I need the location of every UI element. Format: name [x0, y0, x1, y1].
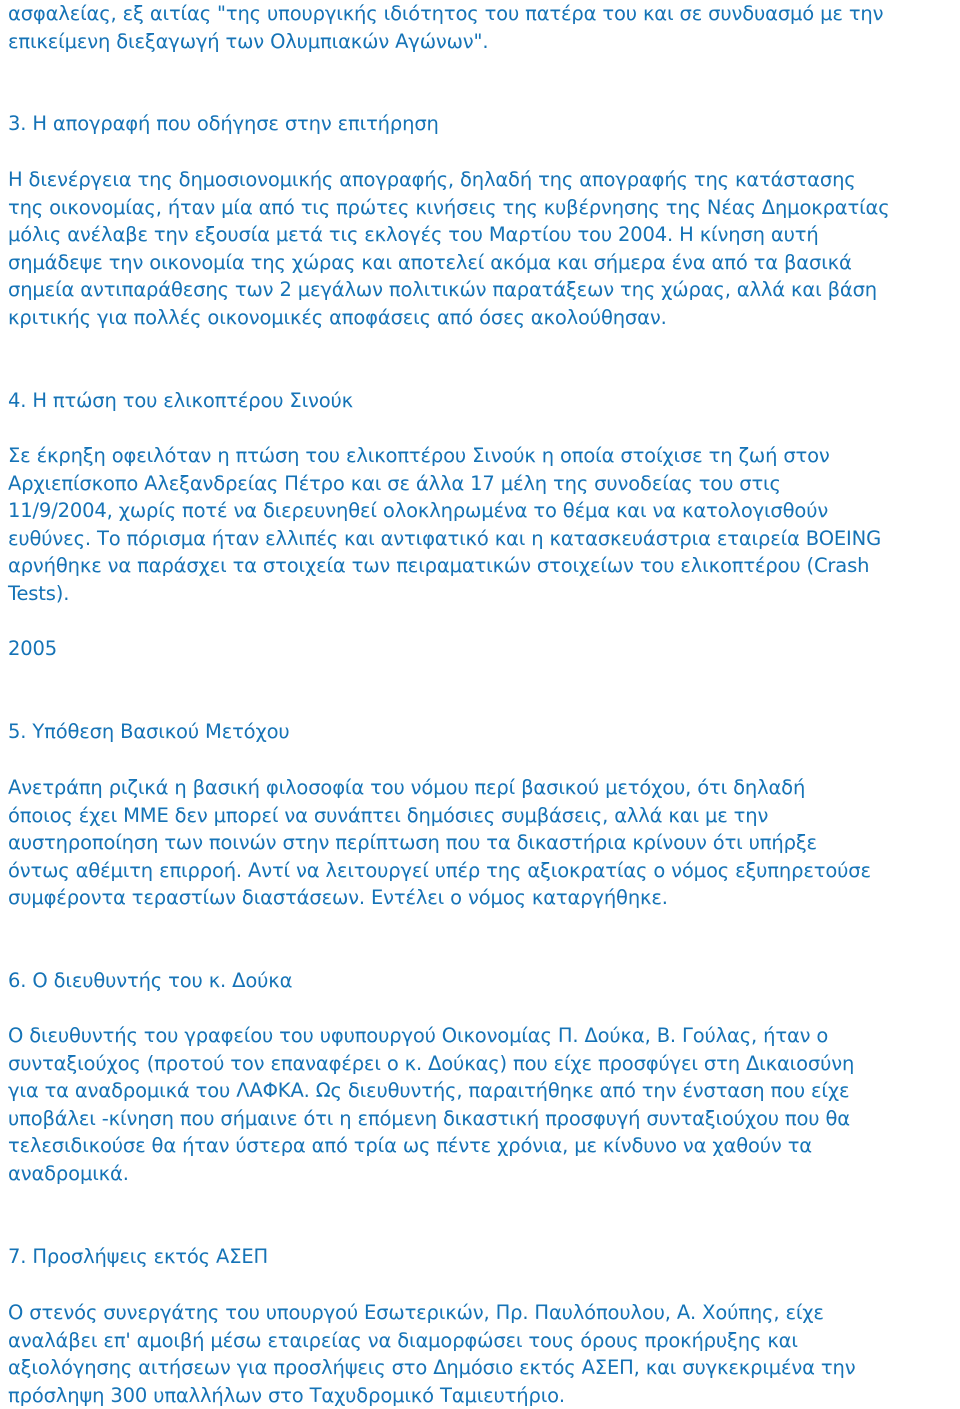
- section-7-heading-text: 7. Προσλήψεις εκτός ΑΣΕΠ: [8, 1245, 269, 1268]
- section-3-line: κριτικής για πολλές οικονομικές αποφάσεις από όσες ακολούθησαν.: [8, 305, 667, 329]
- intro-line: ασφαλείας, εξ αιτίας "της υπουργικής ιδιότητος του πατέρα του και σε συνδυασμό με την: [8, 2, 884, 25]
- section-5-line: συμφέροντα τεραστίων διαστάσεων. Εντέλει ο νόμος καταργήθηκε.: [8, 886, 668, 910]
- year-label: [8, 635, 956, 663]
- section-7-line: αναλάβει επ' αμοιβή μέσω εταιρείας να διαμορφώσει τους όρους προκήρυξης και: [8, 1328, 798, 1352]
- section-4-line: Σε έκρηξη οφειλόταν η πτώση του ελικοπτέρου Σινούκ η οποία στοίχισε τη ζωή στον: [8, 444, 830, 467]
- intro-line: επικείμενη διεξαγωγή των Ολυμπιακών Αγώνων".: [8, 29, 489, 53]
- section-4-heading-text: 4. Η πτώση του ελικοπτέρου Σινούκ: [8, 389, 354, 412]
- section-5-line: όποιος έχει ΜΜΕ δεν μπορεί να συνάπτει δημόσιες συμβάσεις, αλλά και με την: [8, 803, 769, 827]
- section-4-body: [8, 442, 956, 608]
- section-3-line: Η διενέργεια της δημοσιονομικής απογραφής, δηλαδή της απογραφής της κατάστασης: [8, 168, 856, 191]
- section-5-body: [8, 774, 956, 912]
- section-6-body: [8, 1022, 956, 1188]
- section-5-line: Ανετράπη ριζικά η βασική φιλοσοφία του νόμου περί βασικού μετόχου, ότι δηλαδή: [8, 776, 806, 799]
- section-4-line: ευθύνες. Το πόρισμα ήταν ελλιπές και αντιφατικό και η κατασκευάστρια εταιρεία BOEING: [8, 526, 882, 550]
- section-6-line: υποβάλει -κίνηση που σήμαινε ότι η επόμενη δικαστική προσφυγή συνταξιούχου που θα: [8, 1106, 850, 1130]
- section-5-heading: [8, 718, 956, 746]
- section-7-line: πρόσληψη 300 υπαλλήλων στο Ταχυδρομικό Ταμιευτήριο.: [8, 1383, 565, 1407]
- section-3-heading: [8, 110, 956, 138]
- section-3-line: μόλις ανέλαβε την εξουσία μετά τις εκλογές του Μαρτίου του 2004. Η κίνηση αυτή: [8, 223, 819, 247]
- section-7-line: Ο στενός συνεργάτης του υπουργού Εσωτερικών, Πρ. Παυλόπουλου, Α. Χούπης, είχε: [8, 1301, 824, 1324]
- section-4-line: Tests).: [8, 581, 70, 605]
- section-5-heading-text: 5. Υπόθεση Βασικού Μετόχου: [8, 720, 290, 743]
- section-6-heading: [8, 967, 956, 995]
- section-6-heading-text: 6. Ο διευθυντής του κ. Δούκα: [8, 969, 293, 992]
- intro-paragraph: [8, 0, 956, 55]
- year-label-text: 2005: [8, 637, 58, 660]
- section-3-line: σημεία αντιπαράθεσης των 2 μεγάλων πολιτικών παρατάξεων της χώρας, αλλά και βάση: [8, 278, 877, 302]
- section-3-line: της οικονομίας, ήταν μία από τις πρώτες κινήσεις της κυβέρνησης της Νέας Δημοκρατίας: [8, 195, 890, 219]
- section-4-line: 11/9/2004, χωρίς ποτέ να διερευνηθεί ολοκληρωμένα το θέμα και να κατολογισθούν: [8, 499, 829, 523]
- section-6-line: για τα αναδρομικά του ΛΑΦΚΑ. Ως διευθυντής, παραιτήθηκε από την ένσταση που είχε: [8, 1079, 850, 1103]
- section-6-line: συνταξιούχος (προτού τον επαναφέρει ο κ. Δούκας) που είχε προσφύγει στη Δικαιοσύνη: [8, 1051, 855, 1075]
- section-4-heading: [8, 387, 956, 415]
- section-6-line: αναδρομικά.: [8, 1161, 129, 1185]
- section-4-line: αρνήθηκε να παράσχει τα στοιχεία των πειραματικών στοιχείων του ελικοπτέρου (Crash: [8, 554, 870, 578]
- section-3-heading-text: 3. Η απογραφή που οδήγησε στην επιτήρηση: [8, 112, 439, 135]
- section-6-line: Ο διευθυντής του γραφείου του υφυπουργού Οικονομίας Π. Δούκα, Β. Γούλας, ήταν ο: [8, 1024, 829, 1047]
- section-4-line: Αρχιεπίσκοπο Αλεξανδρείας Πέτρο και σε άλλα 17 μέλη της συνοδείας του στις: [8, 471, 781, 495]
- section-7-line: αξιολόγησης αιτήσεων για προσλήψεις στο Δημόσιο εκτός ΑΣΕΠ, και συγκεκριμένα την: [8, 1356, 856, 1380]
- section-5-line: αυστηροποίηση των ποινών στην περίπτωση που τα δικαστήρια κρίνουν ότι υπήρξε: [8, 831, 817, 855]
- section-6-line: τελεσιδικούσε θα ήταν ύστερα από τρία ως πέντε χρόνια, με κίνδυνο να χαθούν τα: [8, 1134, 813, 1158]
- section-7-heading: [8, 1243, 956, 1271]
- section-7-body: [8, 1299, 956, 1409]
- section-3-body: [8, 166, 956, 332]
- section-3-line: σημάδεψε την οικονομία της χώρας και αποτελεί ακόμα και σήμερα ένα από τα βασικά: [8, 250, 852, 274]
- section-5-line: όντως αθέμιτη επιρροή. Αντί να λειτουργεί υπέρ της αξιοκρατίας ο νόμος εξυπηρετούσε: [8, 858, 871, 882]
